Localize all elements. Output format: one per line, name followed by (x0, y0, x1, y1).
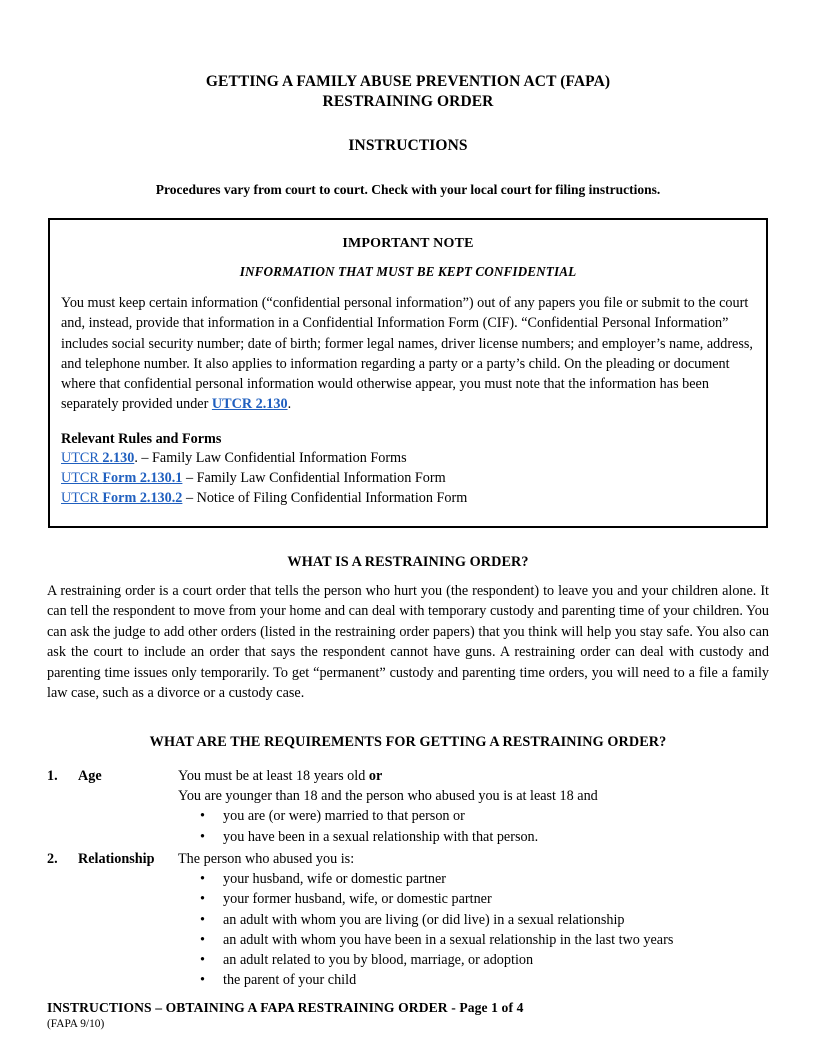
footer-form-code: (FAPA 9/10) (47, 1018, 105, 1030)
utcr-form-link[interactable] (61, 490, 182, 506)
utcr-link-number: Form 2.130.1 (102, 469, 183, 486)
list-item (178, 910, 769, 930)
bullet-text: an adult with whom you are living (or did live) in a sexual relationship (223, 911, 625, 928)
utcr-link-number: 2.130 (102, 449, 135, 466)
requirement-lead-emphasis: or (368, 768, 383, 784)
bullet-dot-icon: • (200, 828, 205, 845)
requirement-item-relationship (47, 849, 769, 990)
list-item (178, 806, 769, 826)
list-item (178, 889, 769, 909)
bullet-text: your husband, wife or domestic partner (223, 871, 446, 888)
list-item (178, 970, 769, 990)
document-header (48, 72, 768, 198)
bullet-dot-icon: • (200, 931, 205, 948)
bullet-text: you are (or were) married to that person or (223, 808, 465, 825)
page-title-line-2: RESTRAINING ORDER (322, 93, 494, 110)
section-paragraph-what-is-restraining-order: A restraining order is a court order that tells the person who hurt you (the respondent) to leave you and your children alone. It can tell the respondent to move from your home and can deal with temporary custody and parenting time of your children. You can ask the judge to add other orders (listed in the restraining order papers) that you think will help you stay safe. You also can ask the court to include an order that says the respondent cannot have guns. A restraining order can deal with custody and parenting time issues only temporarily. To get “permanent” custody and parenting time orders, you will need to a file a family law case, such as a divorce or a custody case. (47, 583, 769, 702)
page-title (48, 72, 768, 112)
requirement-number: 1. (47, 768, 58, 784)
bullet-text: the parent of your child (223, 972, 357, 989)
utcr-link-prefix: UTCR (61, 449, 103, 466)
list-item (61, 468, 755, 488)
bullet-dot-icon: • (200, 911, 205, 928)
important-note-subheading: INFORMATION THAT MUST BE KEPT CONFIDENTIAL (239, 264, 577, 279)
requirement-bullet-list (178, 806, 769, 846)
bullet-text: your former husband, wife, or domestic partner (223, 891, 492, 908)
utcr-link-prefix: UTCR (61, 490, 103, 507)
requirement-lead-text: You must be at least 18 years old (178, 768, 369, 784)
bullet-dot-icon: • (200, 952, 205, 969)
document-subtitle: INSTRUCTIONS (348, 137, 468, 154)
procedures-note: Procedures vary from court to court. Check with your local court for filing instructions. (155, 182, 661, 197)
requirement-body (178, 766, 769, 847)
requirement-bullet-list (178, 869, 769, 990)
page-title-line-1: GETTING A FAMILY ABUSE PREVENTION ACT (FAPA) (205, 73, 611, 90)
requirement-label: Relationship (78, 851, 155, 867)
list-item (61, 488, 755, 508)
requirement-number: 2. (47, 851, 58, 867)
list-item (178, 869, 769, 889)
page-footer (47, 1000, 769, 1030)
bullet-text: an adult with whom you have been in a sexual relationship in the last two years (223, 931, 674, 948)
section-heading-what-is-restraining-order: WHAT IS A RESTRAINING ORDER? (287, 554, 529, 570)
utcr-form-link[interactable] (61, 470, 182, 486)
requirement-lead-line-1: The person who abused you is: (178, 851, 355, 867)
list-item (178, 950, 769, 970)
bullet-dot-icon: • (200, 972, 205, 989)
relevant-rules-list (61, 448, 755, 509)
bullet-dot-icon: • (200, 808, 205, 825)
requirement-lead-line-1 (178, 766, 769, 786)
bullet-dot-icon: • (200, 871, 205, 888)
requirement-lead-line-2: You are younger than 18 and the person who abused you is at least 18 and (178, 788, 598, 805)
list-item (178, 827, 769, 847)
requirement-body (178, 849, 769, 990)
footer-title: INSTRUCTIONS – OBTAINING A FAPA RESTRAINING ORDER - Page 1 of 4 (47, 1000, 524, 1015)
rule-description: – Family Law Confidential Information Form (182, 469, 446, 486)
list-item (178, 930, 769, 950)
important-note-body-text: You must keep certain information (“confidential personal information”) out of any papers you file or submit to the court and, instead, provide that information in a Confidential Information Form (CIF). “Confidential Personal Information” includes social security number; date of birth; former legal names, driver license numbers; and employer’s name, address, and telephone number. It also applies to information regarding a party or a party’s child. On the pleading or document where that confidential personal information would otherwise appear, you must note that the information has been separately provided under (61, 295, 753, 413)
requirement-item-age (47, 766, 769, 847)
important-note-body (61, 293, 755, 415)
bullet-dot-icon: • (200, 891, 205, 908)
section-heading-requirements: WHAT ARE THE REQUIREMENTS FOR GETTING A RESTRAINING ORDER? (149, 734, 667, 750)
bullet-text: an adult related to you by blood, marriage, or adoption (223, 952, 534, 969)
utcr-2130-link[interactable]: UTCR 2.130 (211, 396, 288, 413)
important-note-body-tail: . (287, 396, 292, 413)
utcr-rule-link[interactable] (61, 450, 134, 466)
utcr-link-prefix: UTCR (61, 469, 103, 486)
utcr-link-number: Form 2.130.2 (102, 490, 183, 507)
rule-description: – Notice of Filing Confidential Information Form (182, 490, 468, 507)
requirement-label: Age (78, 768, 102, 784)
rule-description: . – Family Law Confidential Information Forms (134, 449, 407, 466)
relevant-rules-heading: Relevant Rules and Forms (61, 430, 222, 447)
important-note-box (48, 218, 768, 528)
list-item (61, 448, 755, 468)
bullet-text: you have been in a sexual relationship with that person. (223, 828, 539, 845)
important-note-heading: IMPORTANT NOTE (342, 236, 474, 251)
